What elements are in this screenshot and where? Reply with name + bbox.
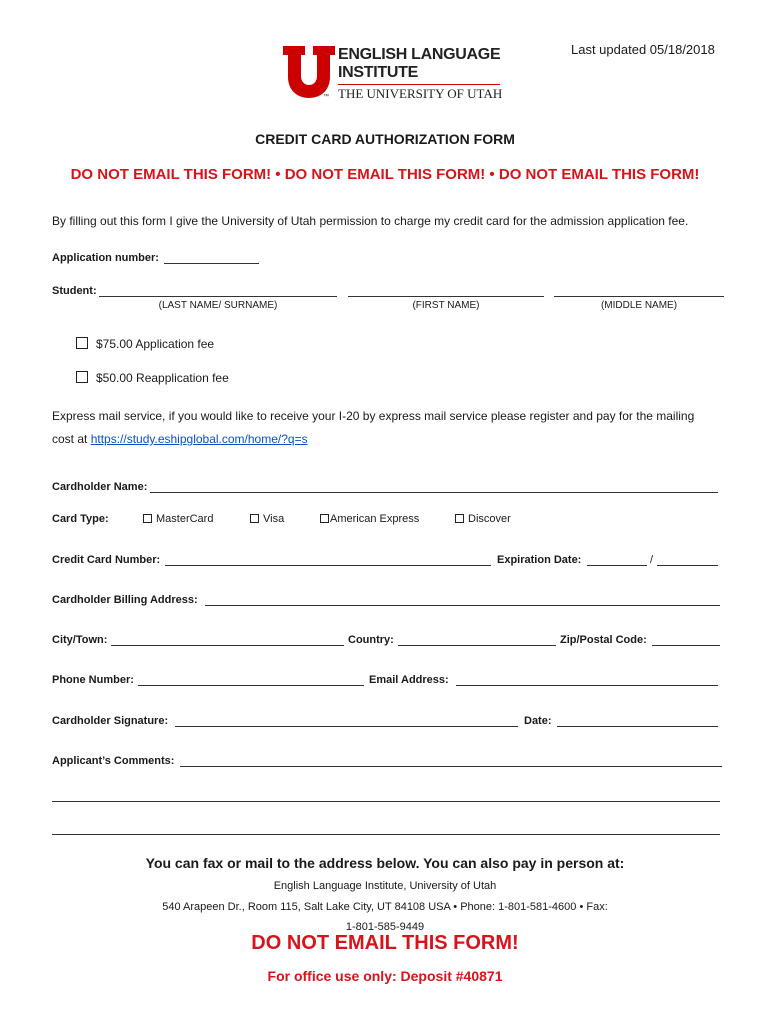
billing-address-field[interactable]: [205, 605, 720, 606]
email-field[interactable]: [456, 685, 718, 686]
reapplication-fee-checkbox[interactable]: [76, 371, 88, 383]
block-u-logo-icon: [283, 46, 335, 98]
city-field[interactable]: [111, 645, 344, 646]
first-name-caption: (FIRST NAME): [412, 300, 480, 311]
discover-label: Discover: [468, 513, 511, 525]
footer-org: English Language Institute, University of Utah: [273, 880, 497, 892]
credit-card-number-field[interactable]: [165, 565, 491, 566]
warning-banner: DO NOT EMAIL THIS FORM! • DO NOT EMAIL THIS FORM! • DO NOT EMAIL THIS FORM!: [70, 166, 700, 183]
last-name-field[interactable]: [99, 296, 337, 297]
office-use-text: For office use only: Deposit #40871: [267, 968, 503, 984]
card-option-visa[interactable]: [250, 513, 284, 525]
application-number-label: Application number:: [52, 252, 159, 264]
first-name-field[interactable]: [348, 296, 544, 297]
country-label: Country:: [348, 634, 394, 646]
visa-checkbox[interactable]: [250, 514, 259, 523]
application-fee-option[interactable]: [76, 337, 214, 351]
last-name-caption: (LAST NAME/ SURNAME): [158, 300, 278, 311]
logo-trademark: ™: [323, 94, 329, 100]
fax-mail-instructions: You can fax or mail to the address below. You can also pay in person at:: [145, 855, 625, 871]
last-updated-text: Last updated 05/18/2018: [571, 42, 715, 57]
student-label: Student:: [52, 285, 97, 297]
logo-line-3: THE UNIVERSITY OF UTAH: [338, 86, 503, 101]
logo-line-2: INSTITUTE: [338, 64, 418, 81]
logo-line-1: ENGLISH LANGUAGE: [338, 46, 501, 63]
discover-checkbox[interactable]: [455, 514, 464, 523]
footer-fax: 1-801-585-9449: [345, 921, 425, 933]
footer-address: 540 Arapeen Dr., Room 115, Salt Lake City, UT 84108 USA • Phone: 1-801-581-4600 • Fax:: [162, 901, 608, 913]
amex-checkbox[interactable]: [320, 514, 329, 523]
visa-label: Visa: [263, 513, 285, 525]
express-mail-text-line-2: [52, 432, 308, 446]
comments-label: Applicant’s Comments:: [52, 755, 175, 767]
expiration-year-field[interactable]: [657, 565, 718, 566]
date-field[interactable]: [557, 726, 718, 727]
mastercard-checkbox[interactable]: [143, 514, 152, 523]
expiration-separator: /: [650, 554, 654, 566]
mastercard-label: MasterCard: [156, 513, 214, 525]
date-label: Date:: [524, 715, 552, 727]
do-not-email-warning: DO NOT EMAIL THIS FORM!: [251, 932, 519, 954]
card-option-mastercard[interactable]: [143, 513, 213, 525]
expiration-date-label: Expiration Date:: [497, 554, 582, 566]
logo-divider: [338, 84, 500, 85]
form-title: CREDIT CARD AUTHORIZATION FORM: [255, 131, 515, 147]
amex-label: American Express: [330, 513, 420, 525]
phone-field[interactable]: [138, 685, 364, 686]
reapplication-fee-label: $50.00 Reapplication fee: [96, 371, 229, 385]
middle-name-caption: (MIDDLE NAME): [600, 300, 678, 311]
expiration-month-field[interactable]: [587, 565, 647, 566]
express-mail-text-line-1: Express mail service, if you would like to receive your I-20 by express mail service please register and pay for the mailing: [52, 409, 695, 423]
reapplication-fee-option[interactable]: [76, 371, 229, 385]
intro-text: By filling out this form I give the University of Utah permission to charge my credit card for the admission application fee.: [52, 214, 689, 228]
application-fee-label: $75.00 Application fee: [96, 337, 215, 351]
card-option-discover[interactable]: [455, 513, 511, 525]
comments-field-line-2[interactable]: [52, 801, 720, 802]
card-type-label: Card Type:: [52, 513, 109, 525]
express-mail-prefix: cost at: [52, 432, 91, 446]
cardholder-name-field[interactable]: [150, 492, 718, 493]
comments-field-line-1[interactable]: [180, 766, 722, 767]
signature-field[interactable]: [175, 726, 518, 727]
eship-link[interactable]: https://study.eshipglobal.com/home/?q=s: [90, 432, 308, 446]
application-number-field[interactable]: [164, 263, 259, 264]
city-label: City/Town:: [52, 634, 108, 646]
country-field[interactable]: [398, 645, 556, 646]
zip-label: Zip/Postal Code:: [560, 634, 647, 646]
credit-card-number-label: Credit Card Number:: [52, 554, 161, 566]
comments-field-line-3[interactable]: [52, 834, 720, 835]
billing-address-label: Cardholder Billing Address:: [52, 594, 198, 606]
application-fee-checkbox[interactable]: [76, 337, 88, 349]
university-logo: [283, 46, 505, 102]
middle-name-field[interactable]: [554, 296, 724, 297]
card-option-amex[interactable]: [320, 513, 419, 525]
zip-field[interactable]: [652, 645, 720, 646]
cardholder-name-label: Cardholder Name:: [52, 481, 148, 493]
email-label: Email Address:: [369, 674, 449, 686]
phone-label: Phone Number:: [52, 674, 134, 686]
signature-label: Cardholder Signature:: [52, 715, 169, 727]
